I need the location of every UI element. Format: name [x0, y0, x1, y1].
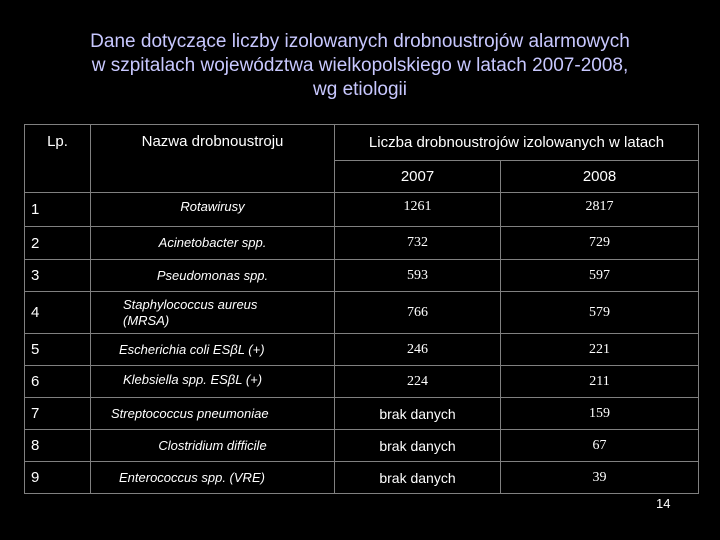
title-line-3: wg etiologii: [313, 79, 407, 100]
row-value-2008: 159: [501, 398, 699, 430]
table-row: [25, 193, 699, 227]
row-lp: 8: [25, 430, 91, 462]
header-year-2008: 2008: [501, 161, 699, 193]
row-name: Acinetobacter spp.: [91, 227, 335, 260]
slide-title: [20, 30, 700, 102]
row-value-2008: 2817: [501, 193, 699, 227]
table-row: [25, 366, 699, 398]
title-line-2: w szpitalach województwa wielkopolskiego w latach 2007-2008,: [91, 55, 629, 76]
row-value-2008: 221: [501, 334, 699, 366]
row-name: Klebsiella spp. ESβL (+): [91, 366, 335, 398]
table-row: [25, 398, 699, 430]
table-row: [25, 260, 699, 292]
row-lp: 6: [25, 366, 91, 398]
row-lp: 7: [25, 398, 91, 430]
header-lp: Lp.: [25, 125, 91, 193]
row-value-2007: 224: [335, 366, 501, 398]
header-year-2007: 2007: [335, 161, 501, 193]
title-line-1: Dane dotyczące liczby izolowanych drobnoustrojów alarmowych: [90, 31, 630, 52]
row-value-2007: 766: [335, 292, 501, 334]
row-name: Staphylococcus aureus (MRSA): [91, 292, 335, 334]
row-name: Clostridium difficile: [91, 430, 335, 462]
page-number: 14: [656, 496, 671, 511]
row-name: Enterococcus spp. (VRE): [91, 462, 335, 494]
row-value-2007: brak danych: [335, 462, 501, 494]
row-name: Pseudomonas spp.: [91, 260, 335, 292]
row-name: Rotawirusy: [91, 193, 335, 227]
row-name: Escherichia coli ESβL (+): [91, 334, 335, 366]
row-value-2008: 729: [501, 227, 699, 260]
row-lp: 3: [25, 260, 91, 292]
row-value-2008: 67: [501, 430, 699, 462]
table-row: [25, 430, 699, 462]
row-value-2007: brak danych: [335, 430, 501, 462]
table-row: [25, 292, 699, 334]
header-count: Liczba drobnoustrojów izolowanych w latach: [335, 125, 699, 161]
table-row: [25, 462, 699, 494]
row-lp: 5: [25, 334, 91, 366]
row-value-2007: 732: [335, 227, 501, 260]
row-value-2008: 211: [501, 366, 699, 398]
row-value-2007: brak danych: [335, 398, 501, 430]
header-name: Nazwa drobnoustroju: [91, 125, 335, 193]
row-lp: 2: [25, 227, 91, 260]
table-row: [25, 334, 699, 366]
row-lp: 4: [25, 292, 91, 334]
row-name: Streptococcus pneumoniae: [91, 398, 335, 430]
microbes-table: [24, 124, 699, 494]
row-value-2007: 593: [335, 260, 501, 292]
header-row: [25, 125, 699, 161]
row-value-2007: 1261: [335, 193, 501, 227]
row-lp: 9: [25, 462, 91, 494]
row-lp: 1: [25, 193, 91, 227]
row-value-2008: 579: [501, 292, 699, 334]
row-value-2008: 39: [501, 462, 699, 494]
row-value-2008: 597: [501, 260, 699, 292]
row-value-2007: 246: [335, 334, 501, 366]
table-row: [25, 227, 699, 260]
